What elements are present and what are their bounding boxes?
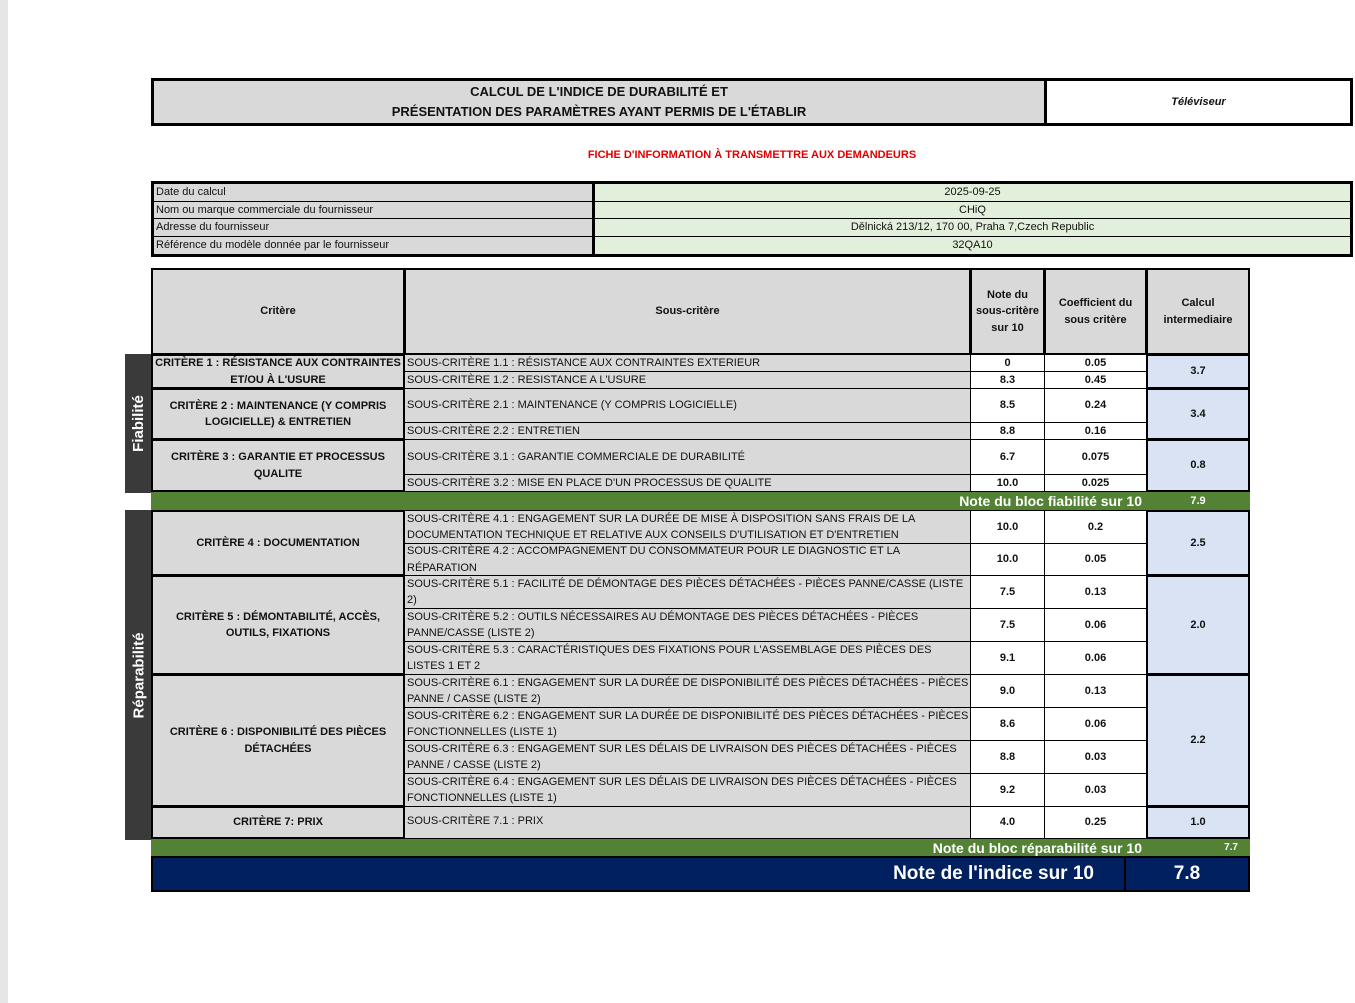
- info-label: Nom ou marque commerciale du fournisseur: [154, 202, 595, 219]
- header-coef: Coefficient du sous critère: [1044, 268, 1147, 355]
- info-table: [151, 181, 1353, 257]
- coef-3-2: 0.025: [1044, 474, 1147, 492]
- note-5-1: 7.5: [970, 575, 1045, 609]
- fiabilite-total-bar: [151, 492, 1250, 510]
- coef-5-3: 0.06: [1044, 641, 1147, 675]
- title-line-2: PRÉSENTATION DES PARAMÈTRES AYANT PERMIS DE L'ÉTABLIR: [391, 104, 807, 119]
- subtitle: FICHE D'INFORMATION À TRANSMETTRE AUX DEMANDEURS: [587, 149, 917, 161]
- block-tab-reparabilite: [125, 510, 152, 840]
- sous-critere-5-2: SOUS-CRITÈRE 5.2 : OUTILS NÉCESSAIRES AU DÉMONTAGE DES PIÈCES DÉTACHÉES - PIÈCES PANNE/CASSE (LISTE 2): [404, 608, 971, 642]
- info-row-model: [154, 237, 1350, 255]
- coef-6-1: 0.13: [1044, 674, 1147, 708]
- fiabilite-total-value: 7.9: [1190, 495, 1206, 507]
- info-label: Adresse du fournisseur: [154, 219, 595, 236]
- coef-2-1: 0.24: [1044, 388, 1147, 423]
- coef-5-2: 0.06: [1044, 608, 1147, 642]
- note-2-1: 8.5: [970, 388, 1045, 423]
- reparabilite-total-value: 7.7: [1224, 842, 1238, 853]
- sous-critere-6-4: SOUS-CRITÈRE 6.4 : ENGAGEMENT SUR LES DÉLAIS DE LIVRAISON DES PIÈCES DÉTACHÉES - PIÈCES FONCTIONNELLES (LISTE 1): [404, 773, 971, 807]
- critere-4: CRITÈRE 4 : DOCUMENTATION: [151, 510, 405, 576]
- reparabilite-total-bar: [151, 839, 1250, 856]
- page-title: [154, 81, 1047, 123]
- calcul-1: 3.7: [1146, 354, 1250, 389]
- coef-1-1: 0.05: [1044, 354, 1147, 372]
- sous-critere-4-1: SOUS-CRITÈRE 4.1 : ENGAGEMENT SUR LA DURÉE DE MISE À DISPOSITION SANS FRAIS DE LA DOCUMENTATION TECHNIQUE ET RELATIVE AUX CONSEILS D'UTILISATION ET D'ENTRETIEN: [404, 510, 971, 544]
- coef-3-1: 0.075: [1044, 439, 1147, 475]
- note-5-2: 7.5: [970, 608, 1045, 642]
- header-calcul: Calcul intermediaire: [1146, 268, 1250, 355]
- info-value: 2025-09-25: [595, 184, 1350, 201]
- block-label-fiabilite: Fiabilité: [130, 395, 147, 452]
- block-tab-fiabilite: [125, 354, 152, 493]
- sous-critere-1-2: SOUS-CRITÈRE 1.2 : RESISTANCE A L'USURE: [404, 371, 971, 389]
- calcul-3: 0.8: [1146, 439, 1250, 492]
- note-1-2: 8.3: [970, 371, 1045, 389]
- sous-critere-6-3: SOUS-CRITÈRE 6.3 : ENGAGEMENT SUR LES DÉLAIS DE LIVRAISON DES PIÈCES DÉTACHÉES - PIÈCES PANNE / CASSE (LISTE 2): [404, 740, 971, 774]
- sous-critere-4-2: SOUS-CRITÈRE 4.2 : ACCOMPAGNEMENT DU CONSOMMATEUR POUR LE DIAGNOSTIC ET LA RÉPARATION: [404, 543, 971, 576]
- product-type: Téléviseur: [1047, 81, 1350, 123]
- info-value: Dělnická 213/12, 170 00, Praha 7,Czech Republic: [595, 219, 1350, 236]
- note-6-2: 8.6: [970, 707, 1045, 741]
- note-7-1: 4.0: [970, 806, 1045, 839]
- calcul-4: 2.5: [1146, 510, 1250, 576]
- note-3-1: 6.7: [970, 439, 1045, 475]
- sous-critere-7-1: SOUS-CRITÈRE 7.1 : PRIX: [404, 806, 971, 839]
- note-4-2: 10.0: [970, 543, 1045, 576]
- fiabilite-total-label: Note du bloc fiabilité sur 10: [959, 493, 1142, 509]
- coef-7-1: 0.25: [1044, 806, 1147, 839]
- coef-6-3: 0.03: [1044, 740, 1147, 774]
- critere-3: CRITÈRE 3 : GARANTIE ET PROCESSUS QUALITE: [151, 439, 405, 492]
- sous-critere-2-1: SOUS-CRITÈRE 2.1 : MAINTENANCE (Y COMPRIS LOGICIELLE): [404, 388, 971, 423]
- note-4-1: 10.0: [970, 510, 1045, 544]
- note-1-1: 0: [970, 354, 1045, 372]
- calcul-6: 2.2: [1146, 674, 1250, 807]
- indice-total-bar: [151, 856, 1250, 892]
- coef-1-2: 0.45: [1044, 371, 1147, 389]
- note-6-4: 9.2: [970, 773, 1045, 807]
- header-critere: Critère: [151, 268, 405, 355]
- sous-critere-1-1: SOUS-CRITÈRE 1.1 : RÉSISTANCE AUX CONTRAINTES EXTERIEUR: [404, 354, 971, 372]
- coef-2-2: 0.16: [1044, 422, 1147, 440]
- info-row-date: [154, 184, 1350, 202]
- coef-6-4: 0.03: [1044, 773, 1147, 807]
- title-line-1: CALCUL DE L'INDICE DE DURABILITÉ ET: [470, 84, 728, 99]
- sous-critere-6-2: SOUS-CRITÈRE 6.2 : ENGAGEMENT SUR LA DURÉE DE DISPONIBILITÉ DES PIÈCES DÉTACHÉES - PIÈCES FONCTIONNELLES (LISTE 1): [404, 707, 971, 741]
- header-sous-critere: Sous-critère: [404, 268, 971, 355]
- reparabilite-total-label: Note du bloc réparabilité sur 10: [932, 839, 1142, 856]
- indice-total-value: 7.8: [1173, 863, 1201, 884]
- title-box: [151, 78, 1353, 126]
- critere-2: CRITÈRE 2 : MAINTENANCE (Y COMPRIS LOGICIELLE) & ENTRETIEN: [151, 388, 405, 440]
- note-3-2: 10.0: [970, 474, 1045, 492]
- info-row-address: [154, 219, 1350, 237]
- sous-critere-2-2: SOUS-CRITÈRE 2.2 : ENTRETIEN: [404, 422, 971, 440]
- calcul-7: 1.0: [1146, 806, 1250, 839]
- calcul-5: 2.0: [1146, 575, 1250, 675]
- note-2-2: 8.8: [970, 422, 1045, 440]
- header-note: Note du sous-critère sur 10: [970, 268, 1045, 355]
- critere-6: CRITÈRE 6 : DISPONIBILITÉ DES PIÈCES DÉTACHÉES: [151, 674, 405, 807]
- info-value: 32QA10: [595, 237, 1350, 255]
- note-5-3: 9.1: [970, 641, 1045, 675]
- critere-1: CRITÈRE 1 : RÉSISTANCE AUX CONTRAINTES ET/OU À L'USURE: [151, 354, 405, 389]
- coef-4-2: 0.05: [1044, 543, 1147, 576]
- info-label: Référence du modèle donnée par le fournisseur: [154, 237, 595, 255]
- sous-critere-6-1: SOUS-CRITÈRE 6.1 : ENGAGEMENT SUR LA DURÉE DE DISPONIBILITÉ DES PIÈCES DÉTACHÉES - PIÈCES PANNE / CASSE (LISTE 2): [404, 674, 971, 708]
- coef-5-1: 0.13: [1044, 575, 1147, 609]
- info-row-brand: [154, 202, 1350, 220]
- note-6-1: 9.0: [970, 674, 1045, 708]
- info-value: CHiQ: [595, 202, 1350, 219]
- critere-5: CRITÈRE 5 : DÉMONTABILITÉ, ACCÈS, OUTILS, FIXATIONS: [151, 575, 405, 675]
- calcul-2: 3.4: [1146, 388, 1250, 440]
- page-left-edge: [0, 0, 8, 1003]
- note-6-3: 8.8: [970, 740, 1045, 774]
- sous-critere-3-2: SOUS-CRITÈRE 3.2 : MISE EN PLACE D'UN PROCESSUS DE QUALITE: [404, 474, 971, 492]
- info-label: Date du calcul: [154, 184, 595, 201]
- coef-4-1: 0.2: [1044, 510, 1147, 544]
- indice-total-label: Note de l'indice sur 10: [893, 863, 1094, 884]
- critere-7: CRITÈRE 7: PRIX: [151, 806, 405, 839]
- block-label-reparabilite: Réparabilité: [130, 632, 147, 718]
- sous-critere-5-1: SOUS-CRITÈRE 5.1 : FACILITÉ DE DÉMONTAGE DES PIÈCES DÉTACHÉES - PIÈCES PANNE/CASSE (LISTE 2): [404, 575, 971, 609]
- sous-critere-3-1: SOUS-CRITÈRE 3.1 : GARANTIE COMMERCIALE DE DURABILITÉ: [404, 439, 971, 475]
- coef-6-2: 0.06: [1044, 707, 1147, 741]
- sous-critere-5-3: SOUS-CRITÈRE 5.3 : CARACTÉRISTIQUES DES FIXATIONS POUR L'ASSEMBLAGE DES PIÈCES DES LISTES 1 ET 2: [404, 641, 971, 675]
